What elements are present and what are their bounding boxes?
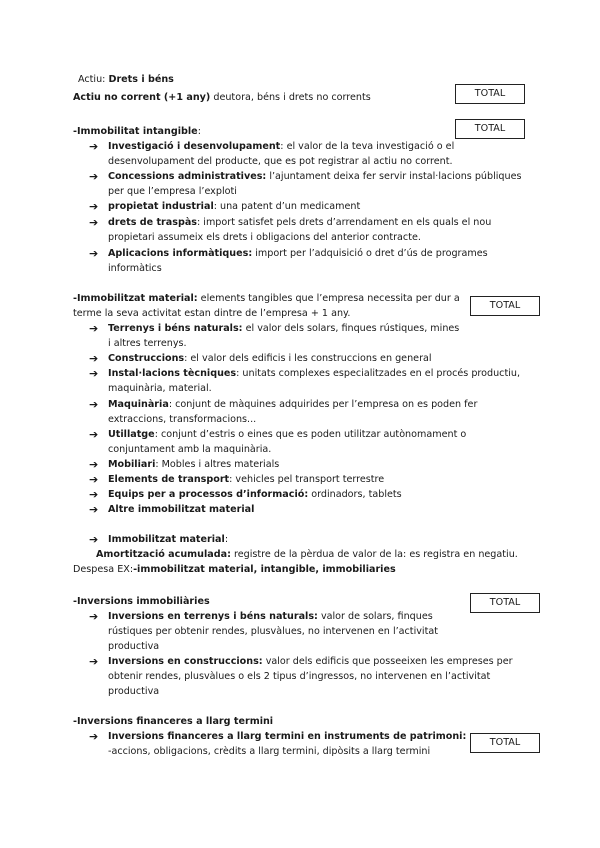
list-item-cont: per que l’empresa l’exploti xyxy=(108,186,237,197)
arrow-icon: ➔ xyxy=(89,247,99,260)
arrow-icon: ➔ xyxy=(89,428,99,441)
arrow-icon: ➔ xyxy=(89,352,99,365)
list-item: Instal·lacions tècniques: unitats complexes especialitzades en el procés productiu, xyxy=(108,368,521,379)
list-item: Inversions en construccions: valor dels edificis que posseeixen les empreses per xyxy=(108,656,513,667)
arrow-icon: ➔ xyxy=(89,533,99,546)
total-box: TOTAL xyxy=(470,296,540,316)
list-item-cont: desenvolupament del producte, que es pot registrar al actiu no corrent. xyxy=(108,156,453,167)
actiu-line: Actiu: Drets i béns xyxy=(78,74,174,85)
list-item: Utillatge: conjunt d’estris o eines que es poden utilitzar autònomament o xyxy=(108,429,467,440)
arrow-icon: ➔ xyxy=(89,503,99,516)
list-item-cont: extraccions, transformacions... xyxy=(108,414,257,425)
total-box: TOTAL xyxy=(455,119,525,139)
arrow-icon: ➔ xyxy=(89,730,99,743)
arrow-icon: ➔ xyxy=(89,473,99,486)
list-item: Aplicacions informàtiques: import per l’adquisició o dret d’ús de programes xyxy=(108,248,488,259)
total-box: TOTAL xyxy=(455,84,525,104)
arrow-icon: ➔ xyxy=(89,367,99,380)
arrow-icon: ➔ xyxy=(89,216,99,229)
list-item-cont: informàtics xyxy=(108,263,162,274)
list-item: Concessions administratives: l’ajuntament deixa fer servir instal·lacions públiques xyxy=(108,171,522,182)
list-item: propietat industrial: una patent d’un medicament xyxy=(108,201,361,212)
list-item: Maquinària: conjunt de màquines adquirides per l’empresa on es poden fer xyxy=(108,399,478,410)
arrow-icon: ➔ xyxy=(89,170,99,183)
financeres-heading: -Inversions financeres a llarg termini xyxy=(73,716,274,727)
arrow-icon: ➔ xyxy=(89,458,99,471)
list-item: drets de traspàs: import satisfet pels drets d’arrendament en els quals el nou xyxy=(108,217,492,228)
list-item-cont: i altres terrenys. xyxy=(108,338,187,349)
list-item: Terrenys i béns naturals: el valor dels solars, finques rústiques, mines xyxy=(108,323,460,334)
list-item: Elements de transport: vehicles pel transport terrestre xyxy=(108,474,385,485)
arrow-icon: ➔ xyxy=(89,322,99,335)
list-item-cont: conjuntament amb la maquinària. xyxy=(108,444,272,455)
arrow-icon: ➔ xyxy=(89,140,99,153)
list-item: Investigació i desenvolupament: el valor de la teva investigació o el xyxy=(108,141,455,152)
list-item: Inversions en terrenys i béns naturals: valor de solars, finques xyxy=(108,611,433,622)
despesa-line: Despesa EX:-immobilitzat material, intangible, immobiliaries xyxy=(73,564,396,575)
actiu-no-corrent-line: Actiu no corrent (+1 any) deutora, béns i drets no corrents xyxy=(73,92,371,103)
amortitzacio-line: Amortització acumulada: registre de la pèrdua de valor de la: es registra en negatiu. xyxy=(96,549,518,560)
list-item-cont: rústiques per obtenir rendes, plusvàlues, no intervenen en l’activitat xyxy=(108,626,438,637)
list-item-cont: propietari assumeix els drets i obligacions del anterior contracte. xyxy=(108,232,421,243)
total-box: TOTAL xyxy=(470,733,540,753)
list-item: Immobilitzat material: xyxy=(108,534,229,545)
list-item: Equips per a processos d’informació: ordinadors, tablets xyxy=(108,489,402,500)
material-heading-cont: terme la seva activitat estan dintre de l’empresa + 1 any. xyxy=(73,308,351,319)
list-item: Inversions financeres a llarg termini en instruments de patrimoni: xyxy=(108,731,467,742)
list-item: Construccions: el valor dels edificis i les construccions en general xyxy=(108,353,432,364)
intangible-heading: -Immobilitat intangible: xyxy=(73,126,201,137)
arrow-icon: ➔ xyxy=(89,610,99,623)
arrow-icon: ➔ xyxy=(89,200,99,213)
arrow-icon: ➔ xyxy=(89,655,99,668)
arrow-icon: ➔ xyxy=(89,398,99,411)
list-item-cont: -accions, obligacions, crèdits a llarg termini, dipòsits a llarg termini xyxy=(108,746,431,757)
arrow-icon: ➔ xyxy=(89,488,99,501)
list-item-cont: obtenir rendes, plusvàlues o els 2 tipus d’ingressos, no intervenen en l’activitat xyxy=(108,671,491,682)
total-box: TOTAL xyxy=(470,593,540,613)
list-item: Altre immobilitzat material xyxy=(108,504,255,515)
list-item-cont: productiva xyxy=(108,686,160,697)
list-item-cont: maquinària, material. xyxy=(108,383,212,394)
material-heading: -Immobilitzat material: elements tangibles que l’empresa necessita per dur a xyxy=(73,293,460,304)
immobiliaries-heading: -Inversions immobiliàries xyxy=(73,596,210,607)
list-item: Mobiliari: Mobles i altres materials xyxy=(108,459,280,470)
list-item-cont: productiva xyxy=(108,641,160,652)
